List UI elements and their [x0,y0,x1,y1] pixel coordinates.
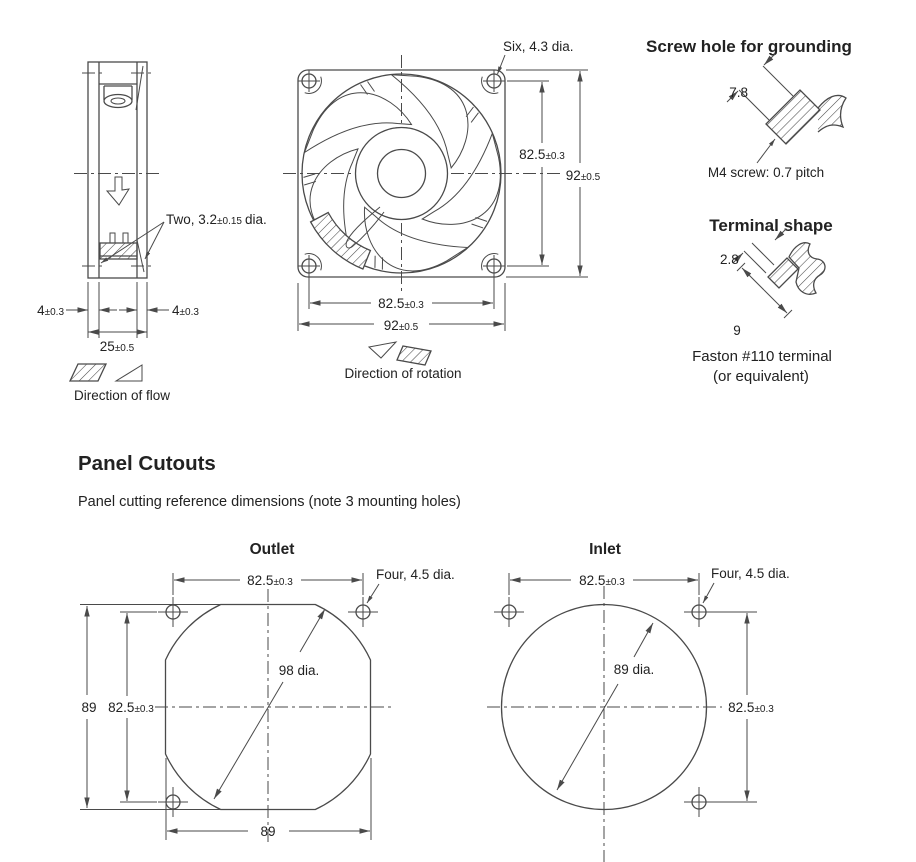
grounding-caption: M4 screw: 0.7 pitch [707,165,825,180]
terminal-section [692,216,833,385]
side-dim-flange-left: 4±0.3 [37,303,64,318]
terminal-dim-thickness: 2.8 [720,252,739,267]
direction-of-flow-symbol [70,364,142,381]
terminal-block [100,243,137,259]
front-dim-frame-v: 92±0.5 [565,168,601,183]
direction-of-rotation-symbol [369,342,431,365]
inlet-dim-hole-pitch-v: 82.5±0.3 [728,700,774,715]
grounding-dim-width: 7.8 [729,85,748,100]
side-dim-flange-right: 4±0.3 [172,303,199,318]
outlet-dim-width: 89 [260,824,276,839]
direction-of-flow-label: Direction of flow [73,388,171,403]
outlet-dim-height: 89 [81,700,97,715]
inlet-hole-note: Four, 4.5 dia. [711,566,790,581]
outlet-drawing [80,541,455,843]
side-hole-note: Two, 3.2±0.15 dia. [166,212,267,227]
front-dim-hole-pitch-v: 82.5±0.3 [519,147,565,162]
inlet-cutout-dia: 89 dia. [613,662,655,677]
inlet-drawing [487,541,790,862]
side-dim-depth: 25±0.5 [99,339,135,354]
outlet-dim-top: 82.5±0.3 [247,573,293,588]
panel-cutouts-title: Panel Cutouts [78,452,216,475]
terminal-illustration [720,229,825,338]
frame-strut [311,213,371,270]
terminal-title: Terminal shape [709,216,833,235]
inlet-title: Inlet [589,541,621,558]
outlet-cutout-dia: 98 dia. [278,663,320,678]
motor-hub [356,128,448,220]
inlet-dim-top: 82.5±0.3 [579,573,625,588]
front-hole-note: Six, 4.3 dia. [503,39,574,54]
flow-arrow-glyph [107,177,129,205]
outlet-hole-note: Four, 4.5 dia. [376,567,455,582]
terminal-caption-1: Faston #110 terminal [692,348,832,365]
front-dim-hole-pitch-h: 82.5±0.3 [378,296,424,311]
outlet-dim-hole-pitch-v: 82.5±0.3 [108,700,154,715]
side-view [37,62,267,403]
lead-bushing [104,86,132,108]
grounding-title: Screw hole for grounding [646,37,852,56]
panel-cutouts-subtitle: Panel cutting reference dimensions (note 3 mounting holes) [78,494,461,510]
outlet-title: Outlet [249,541,295,558]
terminal-caption-2: (or equivalent) [713,368,809,385]
front-view [283,39,601,381]
direction-of-rotation-label: Direction of rotation [344,366,462,381]
terminal-dim-length: 9 [733,323,741,338]
front-dim-frame-h: 92±0.5 [383,318,419,333]
grounding-section [646,37,852,180]
grounding-illustration [727,54,846,163]
